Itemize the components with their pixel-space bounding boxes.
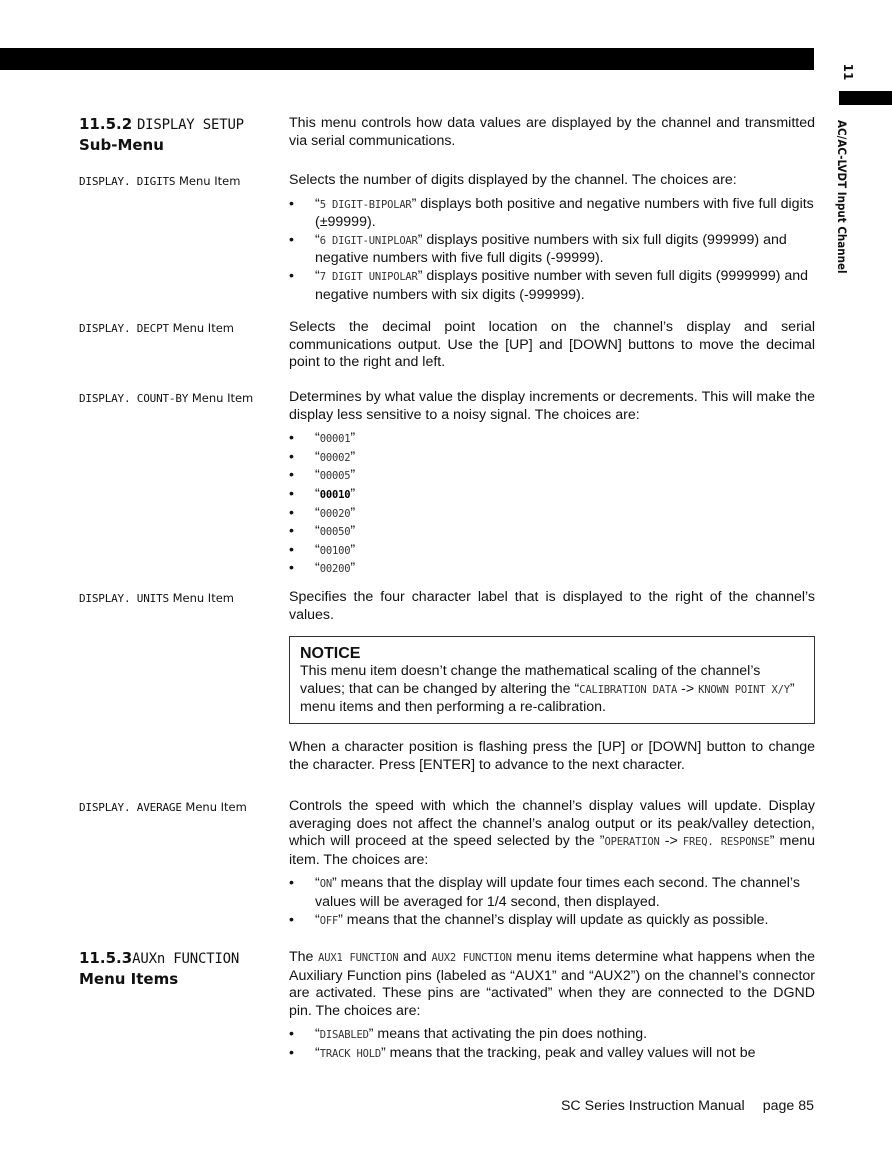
list-item: • “00100”: [289, 542, 815, 561]
list-item: • “00050”: [289, 523, 815, 542]
section-code: AUXn FUNCTION: [132, 951, 240, 967]
option-code: 00005: [319, 470, 351, 483]
option-text: ” means that the channel’s display will update as quickly as possible.: [338, 911, 769, 928]
option-code: 00020: [319, 507, 351, 520]
paragraph: [289, 798, 815, 869]
aux-list: [289, 1026, 815, 1063]
menu-code: DISPLAY. COUNT-BY: [79, 392, 189, 405]
option-text: ” displays both positive and negative numbers with five full digits (±99999).: [315, 195, 814, 231]
label-countby: [79, 391, 279, 405]
option-text: ” means that the tracking, peak and valley values will not be: [380, 1044, 756, 1061]
option-text: ” means that activating the pin does nothing.: [368, 1026, 648, 1043]
display-setup-text: [289, 115, 815, 150]
digits-list: [289, 196, 815, 305]
units-text: [289, 589, 815, 774]
option-text: ” displays positive number with seven full digits (9999999) and negative numbers with six digits (-999999).: [315, 267, 809, 303]
manual-title: SC Series Instruction Manual: [560, 1098, 745, 1114]
average-list: [289, 875, 815, 930]
chapter-tab: [839, 91, 892, 105]
paragraph: Selects the decimal point location on the channel’s display and serial communications output. Use the [UP] and [DOWN] buttons to move the decimal point to the right and left.: [289, 319, 815, 371]
list-item: • “OFF” means that the channel’s display will update as quickly as possible.: [289, 912, 815, 931]
notice-text: [300, 663, 804, 717]
section-code: DISPLAY SETUP: [136, 117, 244, 133]
decpt-text: [289, 319, 815, 372]
label-decpt: [79, 321, 279, 335]
section-heading-display-setup: [79, 114, 279, 155]
section-suffix: Sub-Menu: [79, 136, 164, 154]
section-heading-aux: [79, 948, 279, 989]
inline-code: AUX2 FUNCTION: [431, 952, 512, 964]
paragraph: Specifies the four character label that is displayed to the right of the channel’s values.: [289, 589, 815, 623]
text-part: and: [398, 949, 432, 965]
option-text: ” means that the display will update four times each second. The channel’s values will be averaged for 1/4 second, then displayed.: [315, 875, 800, 910]
paragraph: [289, 949, 815, 1020]
menu-suffix: Menu Item: [185, 800, 247, 814]
label-average: [79, 800, 279, 814]
list-item: • “00002”: [289, 449, 815, 468]
list-item: • “6 DIGIT-UNIPLOAR” displays positive numbers with six full digits (999999) and negative numbers with five full digits (-99999).: [289, 232, 815, 268]
option-code: 00010: [319, 488, 351, 501]
notice-arrow: ->: [677, 680, 699, 697]
paragraph: Determines by what value the display increments or decrements. This will make the display less sensitive to a noisy signal. The choices are:: [289, 389, 815, 423]
text-part: Controls the speed with which the channel’s display values will update. Display averaging does not affect the channel’s analog output or its peak/valley detection, which will proceed at the speed selected by the ”: [289, 798, 815, 850]
option-text: ” displays positive numbers with six full digits (999999) and negative numbers with five full digits (-99999).: [315, 231, 787, 267]
text-part: menu items determine what happens when the Auxiliary Function pins (labeled as “AUX1” and “AUX2”) on the channel’s connector are activated. These pins are “activated” when they are connected to the DGND pin. The choices are:: [289, 949, 815, 1019]
menu-suffix: Menu Item: [172, 591, 234, 605]
page-number: page 85: [762, 1098, 814, 1114]
paragraph: When a character position is flashing press the [UP] or [DOWN] button to change the character. Press [ENTER] to advance to the next character.: [289, 738, 815, 773]
option-code: 00050: [319, 526, 351, 539]
list-item: • “DISABLED” means that activating the pin does nothing.: [289, 1026, 815, 1045]
option-code: 00001: [319, 433, 351, 446]
option-code: TRACK HOLD: [319, 1047, 381, 1060]
menu-code: DISPLAY. UNITS: [79, 592, 169, 605]
menu-suffix: Menu Item: [172, 321, 234, 335]
notice-text-part: This menu item doesn’t change the mathematical scaling of the channel’s values; that can be changed by altering the “: [300, 663, 761, 697]
list-item: • “00010”: [289, 486, 815, 505]
section-number: 11.5.2: [79, 115, 133, 133]
list-item: • “00020”: [289, 505, 815, 524]
option-code: 00200: [319, 563, 351, 576]
notice-code: KNOWN POINT X/Y: [698, 683, 790, 696]
menu-suffix: Menu Item: [191, 391, 254, 405]
list-item: • “00001”: [289, 430, 815, 449]
text-part: ” menu item. The choices are:: [289, 833, 815, 868]
option-code: 7 DIGIT UNIPOLAR: [319, 270, 418, 283]
option-code: 00002: [319, 451, 351, 464]
page-footer: [540, 1098, 814, 1114]
menu-code: DISPLAY. DIGITS: [79, 175, 176, 188]
chapter-number: 11: [841, 63, 855, 81]
label-digits: [79, 174, 279, 188]
menu-code: DISPLAY. AVERAGE: [79, 801, 182, 814]
chapter-title: AC/AC-LVDT Input Channel: [835, 120, 849, 274]
menu-code: DISPLAY. DECPT: [79, 322, 169, 335]
average-text: [289, 798, 815, 930]
countby-list: [289, 430, 815, 579]
notice-text-part: ” menu items and then performing a re-calibration.: [300, 680, 795, 716]
countby-text: [289, 389, 815, 579]
option-code: OFF: [319, 914, 339, 927]
notice-code: CALIBRATION DATA: [579, 683, 678, 696]
digits-text: [289, 172, 815, 304]
notice-box: [289, 636, 815, 724]
list-item: • “5 DIGIT-BIPOLAR” displays both positive and negative numbers with five full digits (±99999).: [289, 196, 815, 232]
inline-code: FREQ. RESPONSE: [682, 836, 770, 849]
list-item: • “00005”: [289, 467, 815, 486]
section-suffix: Menu Items: [79, 970, 179, 988]
list-item: • “TRACK HOLD” means that the tracking, peak and valley values will not be: [289, 1045, 815, 1064]
option-code: 6 DIGIT-UNIPLOAR: [319, 234, 418, 247]
paragraph: This menu controls how data values are displayed by the channel and transmitted via serial communications.: [289, 115, 815, 149]
option-code: 5 DIGIT-BIPOLAR: [319, 198, 412, 211]
aux-text: [289, 949, 815, 1064]
inline-code: OPERATION: [604, 836, 660, 849]
menu-suffix: Menu Item: [179, 174, 241, 188]
inline-code: AUX1 FUNCTION: [318, 952, 399, 964]
list-item: • “ON” means that the display will update four times each second. The channel’s values will be averaged for 1/4 second, then displayed.: [289, 875, 815, 911]
list-item: • “00200”: [289, 560, 815, 579]
header-bar: [0, 48, 814, 70]
section-number: 11.5.3: [79, 949, 133, 967]
option-code: 00100: [319, 544, 351, 557]
label-units: [79, 591, 279, 605]
notice-title: NOTICE: [300, 645, 361, 663]
list-item: • “7 DIGIT UNIPOLAR” displays positive number with seven full digits (9999999) and negative numbers with six digits (-999999).: [289, 268, 815, 304]
paragraph: Selects the number of digits displayed by the channel. The choices are:: [289, 172, 737, 188]
text-part: The: [289, 949, 319, 965]
option-code: ON: [319, 878, 332, 891]
option-code: DISABLED: [319, 1029, 369, 1042]
arrow: ->: [659, 833, 683, 850]
